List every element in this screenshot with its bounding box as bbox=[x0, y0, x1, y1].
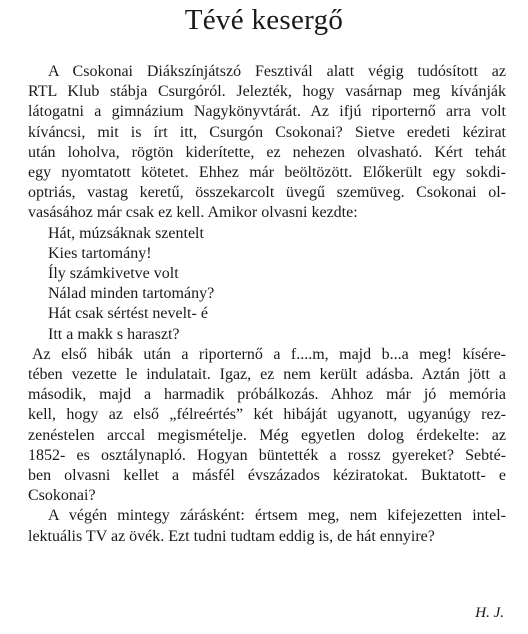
text-line: vasásához már csak ez kell. Amikor olvasni kezdte: bbox=[28, 204, 358, 222]
text-line: látogatni a gimnázium Nagykönyvtárát. Az ifjú riporternő arra volt bbox=[28, 103, 506, 121]
text-line: egy nyomtatott kötetet. Ehhez már beöltözött. Előkerült egy sokdi- bbox=[28, 164, 506, 182]
paragraph-1 bbox=[28, 62, 506, 224]
poem-line: Hát, múzsáknak szentelt bbox=[48, 224, 204, 242]
text-line: után loholva, rögtön kiderítette, ez nehezen olvasható. Kért tehát bbox=[28, 143, 506, 161]
poem-line: Kies tartomány! bbox=[48, 244, 152, 262]
article-body bbox=[28, 62, 506, 547]
text-line: A Csokonai Diákszínjátszó Fesztivál alatt végig tudósított az bbox=[48, 63, 506, 80]
author-signature: H. J. bbox=[475, 605, 504, 621]
text-line: zenéstelen arccal megismételje. Még egyetlen dolog érdekelte: az bbox=[28, 426, 506, 444]
text-line: Csokonai? bbox=[28, 487, 96, 505]
text-line: tében vezette le indulatait. Igaz, ez nem került adásba. Aztán jött a bbox=[28, 366, 506, 384]
text-line: optriás, vastag keretű, összekarcolt üvegű szemüveg. Csokonai ol- bbox=[28, 184, 506, 202]
text-line: ben olvasni kellet a másfél évszázados kéziratokat. Buktatott- e bbox=[28, 467, 506, 485]
poem-line: Hát csak sértést nevelt- é bbox=[48, 305, 208, 323]
text-line: kíváncsi, mit is írt itt, Csurgón Csokonai? Sietve eredeti kézirat bbox=[28, 123, 506, 141]
text-line: 1852- es osztálynapló. Hogyan büntették a rossz gyereket? Sebté- bbox=[28, 446, 506, 464]
text-line: lektuális TV az övék. Ezt tudni tudtam eddig is, de hát ennyire? bbox=[28, 527, 435, 545]
poem-line: Nálad minden tartomány? bbox=[48, 285, 215, 303]
poem-line: Itt a makk s haraszt? bbox=[48, 325, 180, 343]
poem-line: Íly számkivetve volt bbox=[48, 265, 179, 283]
text-line: második, majd a harmadik próbálkozás. Ahhoz már jó memória bbox=[28, 386, 506, 404]
text-line: kell, hogy az első „félreértés” két hibáját ugyanott, ugyanúgy rez- bbox=[28, 406, 506, 424]
poem-quote bbox=[28, 224, 506, 345]
paragraph-3 bbox=[28, 506, 506, 546]
text-line: RTL Klub stábja Csurgóról. Jelezték, hogy vasárnap meg kívánják bbox=[28, 83, 506, 101]
paragraph-2 bbox=[28, 345, 506, 507]
text-line: Az első hibák után a riporternő a f....m, majd b...a meg! kísére- bbox=[32, 345, 506, 363]
text-line: A végén mintegy zárásként: értsem meg, nem kifejezetten intel- bbox=[48, 507, 506, 525]
article-title: Tévé kesergő bbox=[184, 4, 344, 36]
